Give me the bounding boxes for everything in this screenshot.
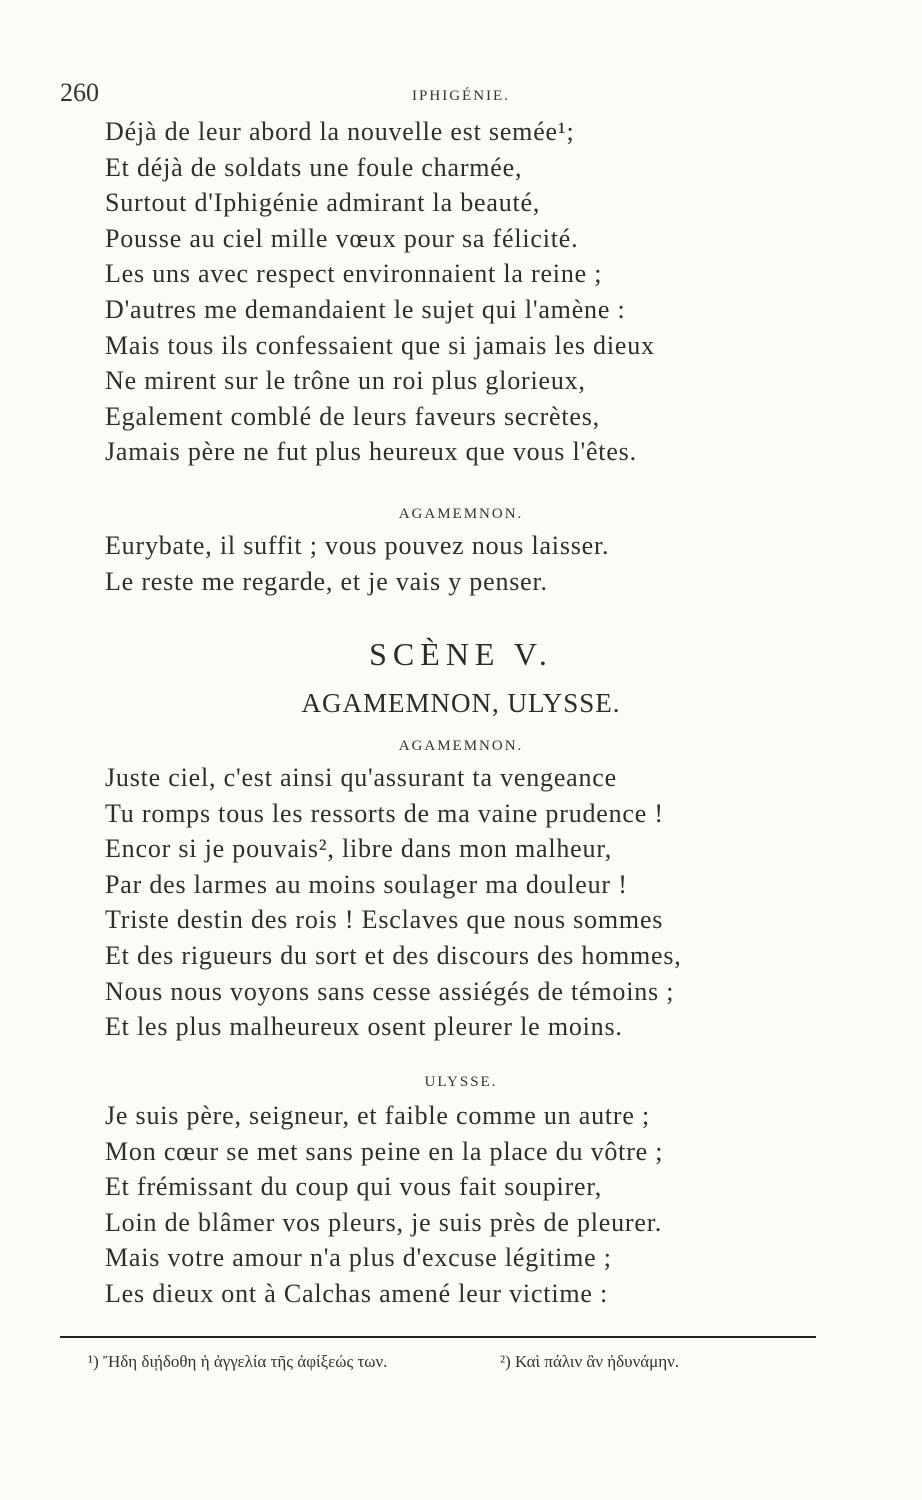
verse-line: Déjà de leur abord la nouvelle est semée¹; (105, 117, 575, 146)
verse-line: Je suis père, seigneur, et faible comme un autre ; (105, 1101, 651, 1130)
verse-line: Les uns avec respect environnaient la reine ; (105, 259, 603, 289)
verse-line: Loin de blâmer vos pleurs, je suis près de pleurer. (105, 1207, 663, 1237)
verse-line: Mais votre amour n'a plus d'excuse légitime ; (105, 1243, 612, 1273)
verse-line: Jamais père ne fut plus heureux que vous l'êtes. (105, 437, 637, 467)
scene-characters: AGAMEMNON, ULYSSE. (301, 688, 621, 718)
verse-line: Le reste me regarde, et je vais y penser. (105, 566, 548, 596)
running-title: IPHIGÉNIE. (412, 88, 510, 104)
scene-title: SCÈNE V. (369, 636, 553, 672)
speaker-ulysse: ULYSSE. (424, 1074, 498, 1090)
verse-block-1 (105, 114, 805, 470)
verse-line: Juste ciel, c'est ainsi qu'assurant ta vengeance (105, 763, 617, 792)
verse-line: Ne mirent sur le trône un roi plus glorieux, (105, 366, 586, 396)
footnote-rule (60, 1336, 816, 1338)
verse-block-4 (105, 1098, 805, 1312)
verse-line: Mais tous ils confessaient que si jamais les dieux (105, 330, 655, 360)
verse-line: Pousse au ciel mille vœux pour sa félicité. (105, 223, 579, 253)
verse-line: Triste destin des rois ! Esclaves que nous sommes (105, 905, 664, 935)
verse-line: Nous nous voyons sans cesse assiégés de témoins ; (105, 976, 675, 1006)
verse-line: Par des larmes au moins soulager ma douleur ! (105, 869, 628, 899)
verse-line: Et les plus malheureux osent pleurer le moins. (105, 1012, 623, 1042)
verse-line: Tu romps tous les ressorts de ma vaine prudence ! (105, 798, 664, 828)
verse-line: Et frémissant du coup qui vous fait soupirer, (105, 1172, 603, 1202)
verse-line: Et déjà de soldats une foule charmée, (105, 152, 523, 182)
footnote-2: ²) Καὶ πάλιν ἂν ἠδυνάμην. (500, 1352, 680, 1371)
verse-line: Et des rigueurs du sort et des discours des hommes, (105, 940, 682, 970)
verse-line: Surtout d'Iphigénie admirant la beauté, (105, 188, 541, 218)
verse-line: Encor si je pouvais², libre dans mon malheur, (105, 834, 613, 864)
page-number: 260 (60, 78, 99, 107)
verse-line: Mon cœur se met sans peine en la place du vôtre ; (105, 1136, 664, 1166)
verse-line: Egalement comblé de leurs faveurs secrètes, (105, 401, 600, 431)
verse-block-3 (105, 760, 805, 1045)
verse-line: Eurybate, il suffit ; vous pouvez nous laisser. (105, 531, 610, 560)
speaker-agamemnon-2: AGAMEMNON. (398, 738, 524, 754)
footnote-1: ¹) Ἤδη διῄδοθη ἡ ἀγγελία τῆς ἀφίξεώς των. (88, 1352, 388, 1371)
verse-line: D'autres me demandaient le sujet qui l'amène : (105, 294, 626, 324)
verse-line: Les dieux ont à Calchas amené leur victime : (105, 1278, 609, 1308)
speaker-agamemnon: AGAMEMNON. (398, 506, 524, 522)
verse-block-2 (105, 528, 805, 599)
